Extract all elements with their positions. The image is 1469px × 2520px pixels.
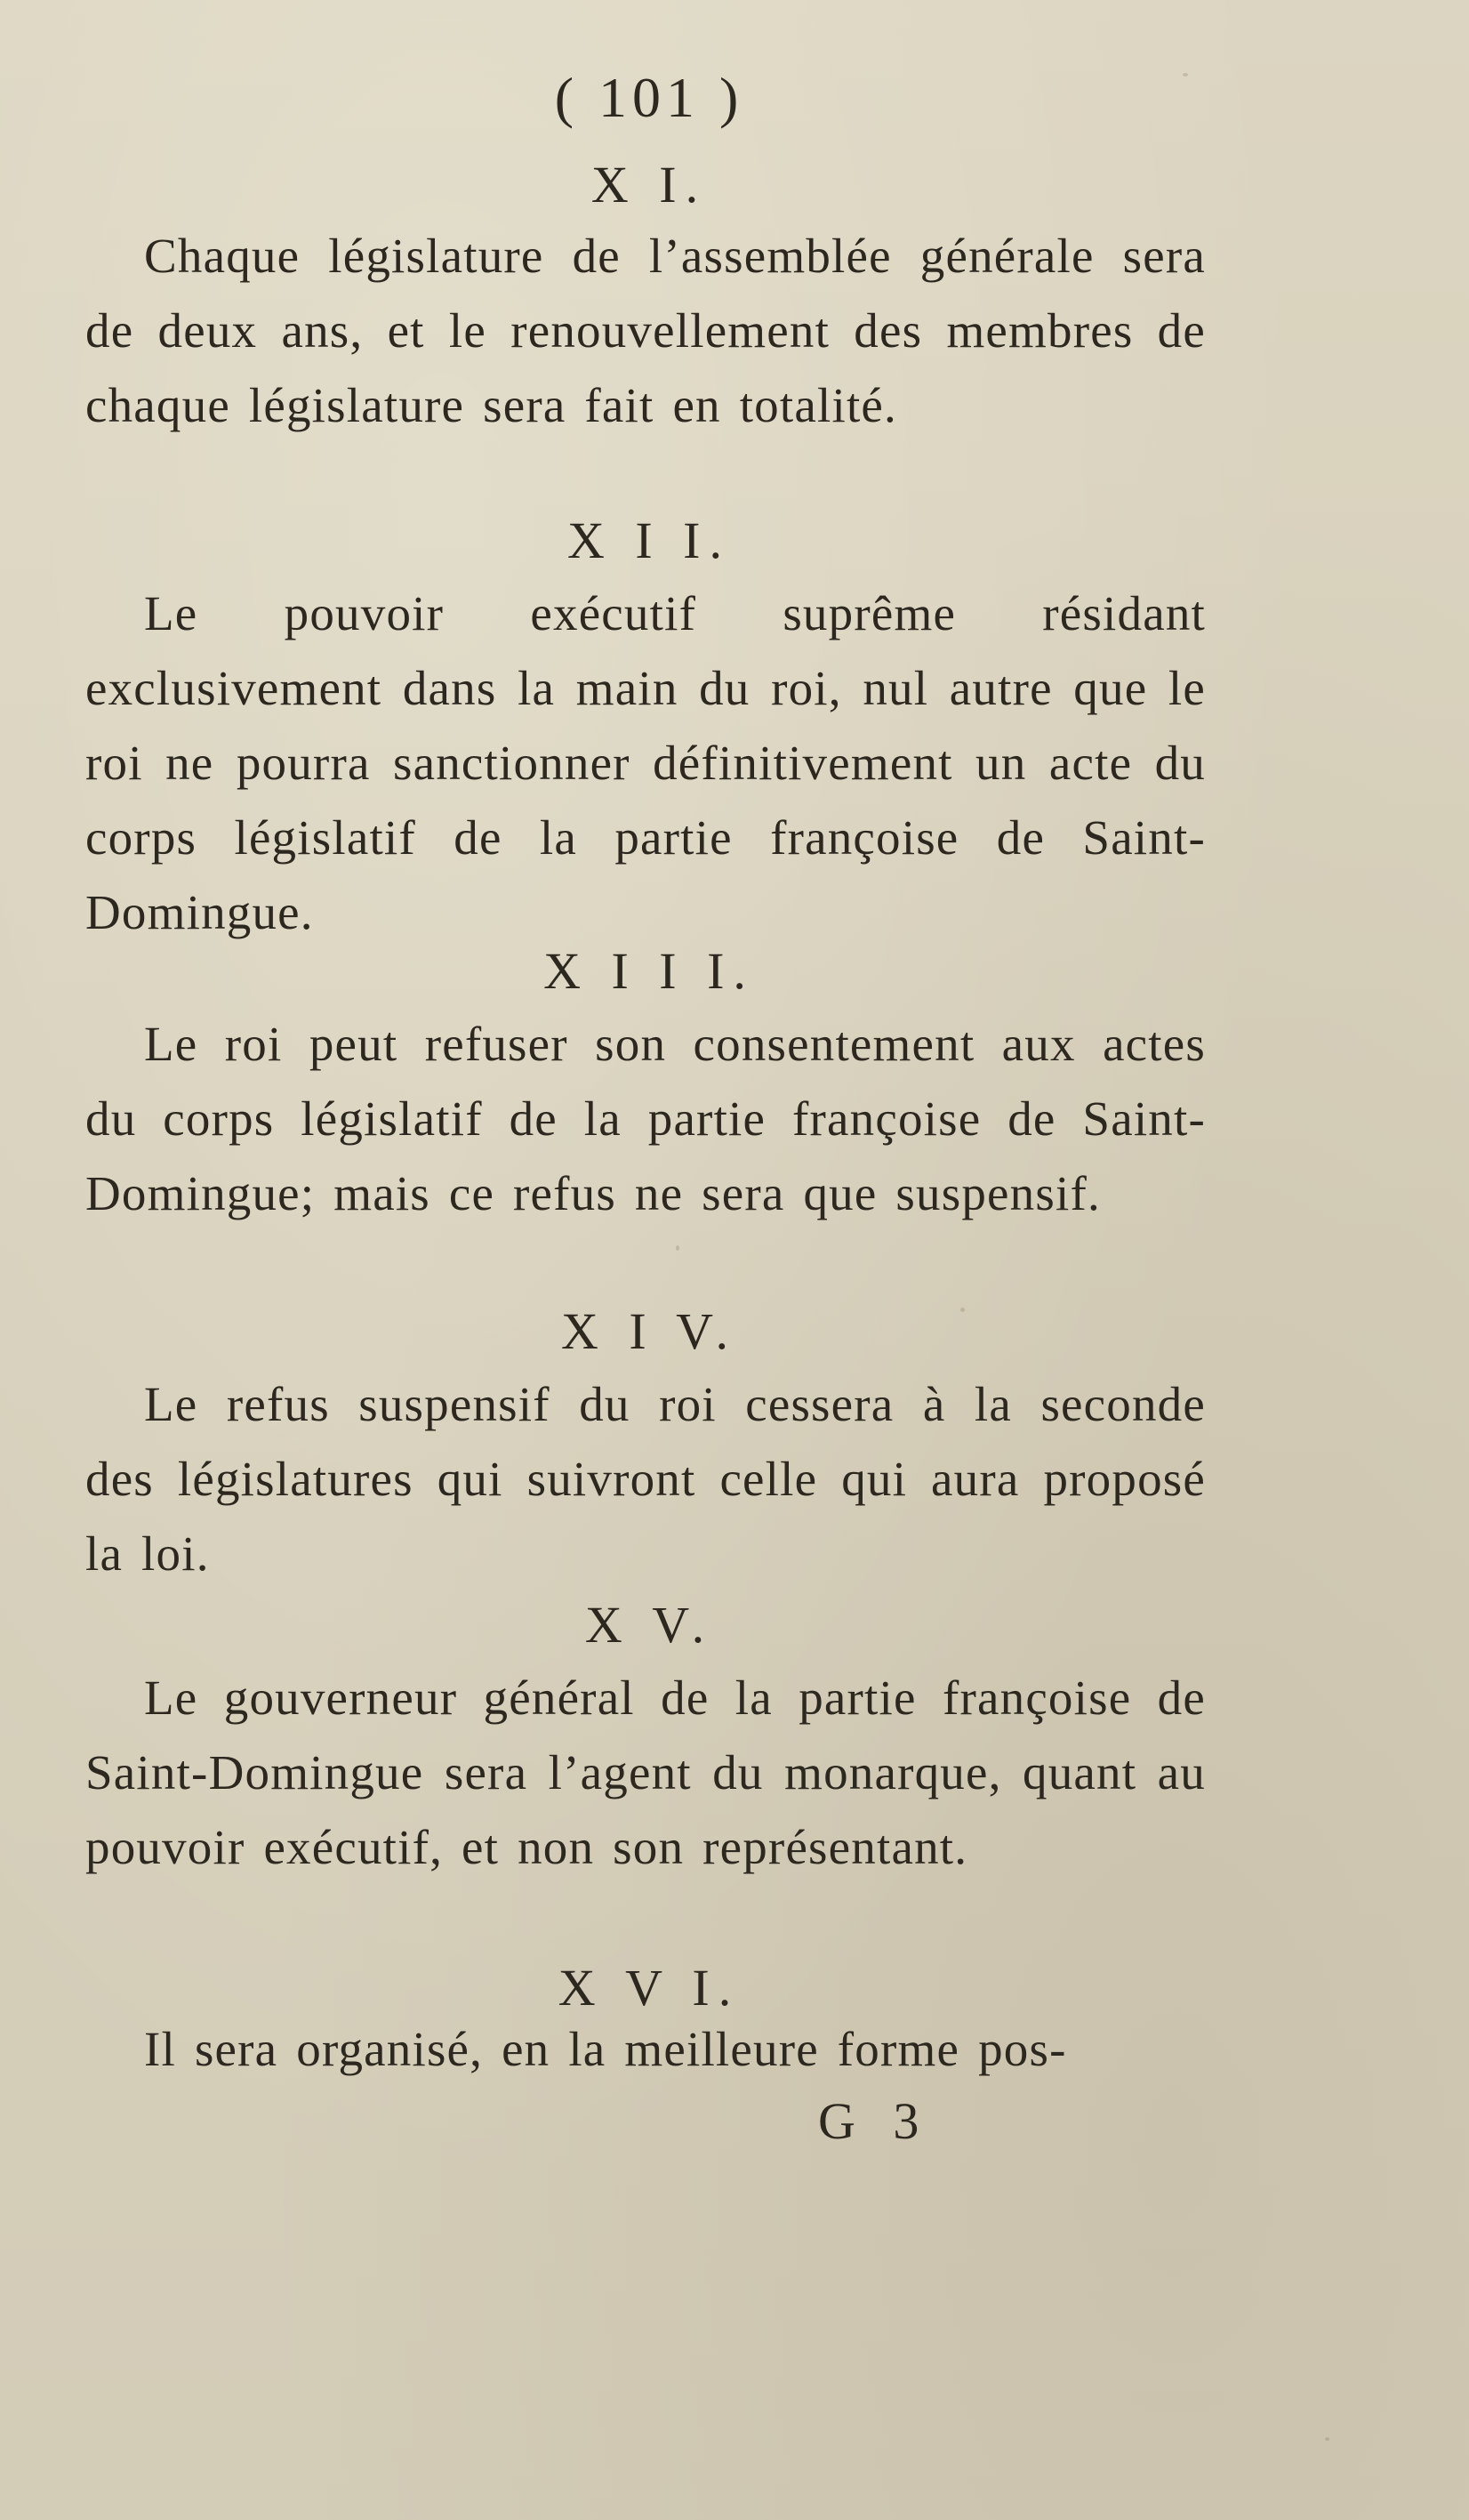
article-text: Le pouvoir exécutif suprême résidant exclusivement dans la main du roi, nul autre que le roi ne pourra sanctionner définitivement un acte du corps législatif de la partie françoise de Saint-Domingue.	[85, 586, 1206, 939]
article-number: X I I.	[566, 511, 731, 569]
article-text: Chaque législature de l’assemblée générale sera de deux ans, et le renouvellement des membres de chaque législature sera fait en totalité.	[85, 229, 1206, 432]
page-header: ( 101 )	[554, 66, 744, 129]
article-text: Le gouverneur général de la partie françoise de Saint-Domingue sera l’agent du monarque, quant au pouvoir exécutif, et non son représentant.	[85, 1671, 1206, 1874]
paper-spot	[676, 1245, 679, 1251]
article-number: X I I I.	[543, 942, 755, 1000]
article-number: X I V.	[560, 1302, 738, 1360]
paper-spot	[1325, 2437, 1329, 2441]
article-number: X I.	[590, 156, 708, 213]
article-number: X V.	[584, 1596, 714, 1654]
article-text: Il sera organisé, en la meilleure forme pos-	[144, 2022, 1067, 2076]
signature-mark: G 3	[818, 2092, 932, 2150]
article-number: X V I.	[558, 1959, 741, 2017]
article-text: Le roi peut refuser son consentement aux actes du corps législatif de la partie françoise de Saint-Domingue; mais ce refus ne sera que suspensif.	[85, 1017, 1206, 1220]
article-text: Le refus suspensif du roi cessera à la seconde des législatures qui suivront celle qui aura proposé la loi.	[85, 1377, 1206, 1581]
